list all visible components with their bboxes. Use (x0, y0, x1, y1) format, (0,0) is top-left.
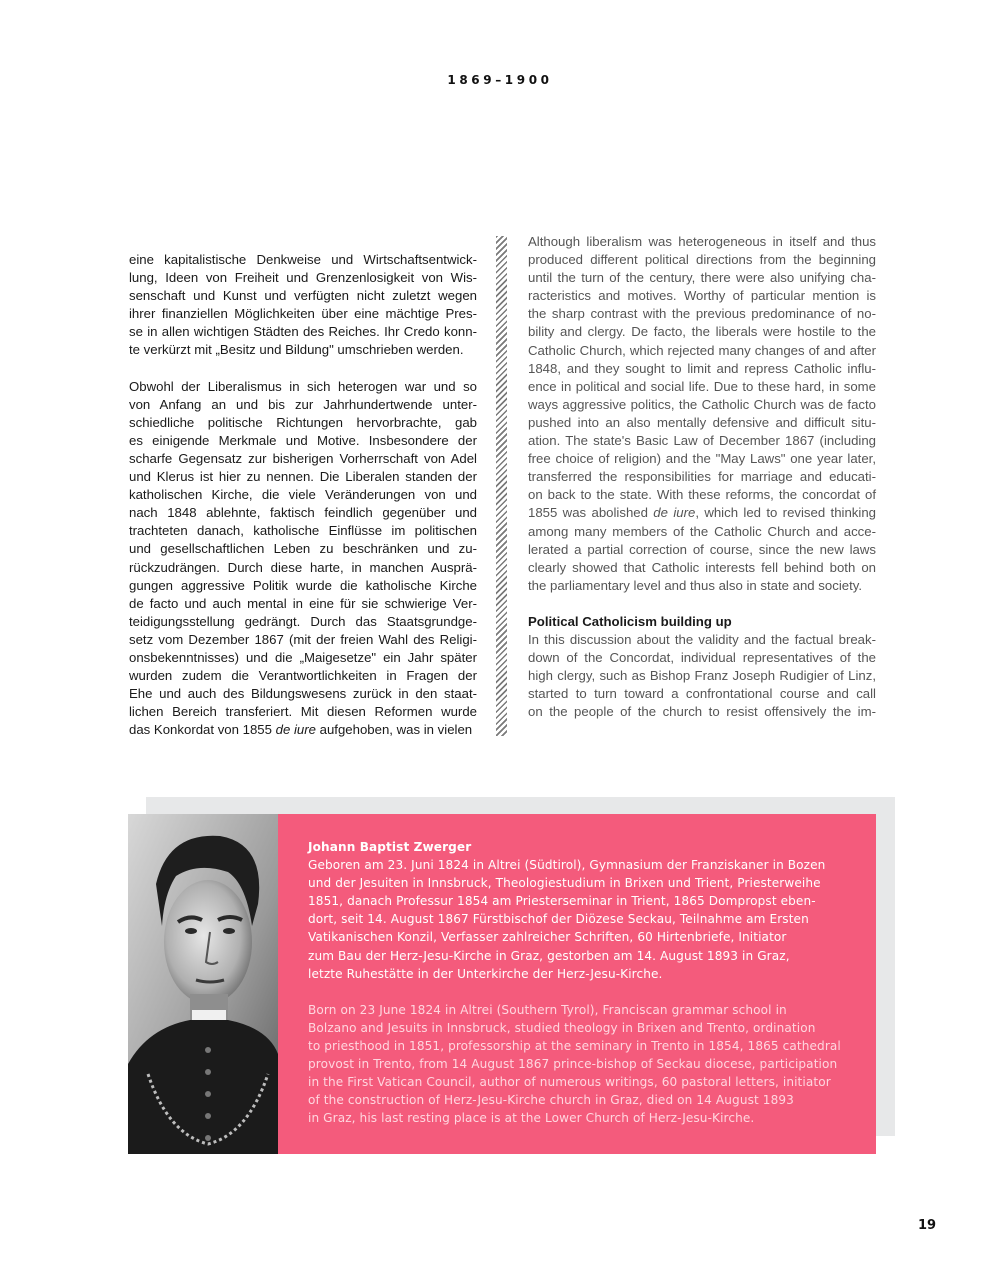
text-line: Born on 23 June 1824 in Altrei (Southern Tyrol), Franciscan grammar school in (308, 1002, 787, 1017)
english-paragraph-2 (528, 631, 876, 721)
english-paragraph-1-tail (528, 523, 876, 577)
text-line: wurden zudem die Verantwortlichkeiten in Fragen der (129, 668, 477, 684)
bio-german (308, 856, 868, 983)
text-line: es einigende Merkmale und Motive. Insbesondere der (129, 432, 477, 448)
text-line: scharfe Gegensatz zur bisherigen Vorherrschaft von Adel (129, 450, 477, 466)
text-line: 1848, and they sought to limit and repress Catholic influ- (528, 360, 876, 376)
german-last-line: das Konkordat von 1855 de iure aufgehoben, was in vielen (129, 722, 473, 738)
text-line: pushed into an also mentally defensive and difficult situ- (528, 414, 876, 430)
text-line: te verkürzt mit „Besitz und Bildung" umschrieben werden. (129, 342, 464, 358)
text-line: und gesellschaftlichen Leben zu beschränken und zu- (129, 541, 477, 557)
text-line: Obwohl der Liberalismus in sich heterogen war und so (129, 378, 477, 394)
hatched-divider (496, 236, 507, 736)
english-italic-line: 1855 was abolished de iure, which led to revised thinking (528, 505, 876, 521)
text-line: onsbekenntnisses) und die „Maigesetze" ein Jahr später (129, 649, 477, 665)
text-line: the sharp contrast with the previous predominance of no- (528, 306, 876, 322)
text-line: zum Bau der Herz-Jesu-Kirche in Graz, gestorben am 14. August 1893 in Graz, (308, 948, 790, 963)
text-line: ways aggressive politics, the Catholic Church was de facto (528, 396, 876, 412)
english-paragraph-1 (528, 233, 876, 504)
text-line: racteristics and motives. Worthy of particular mention is (528, 288, 876, 304)
text-line: lung, Ideen von Freiheit und Grenzenlosigkeit von Wis- (129, 270, 477, 286)
text-line: lichen Bereich transferiert. Mit diesen Reformen wurde (129, 704, 477, 720)
italic-de-iure: de iure (275, 722, 316, 738)
text-line: Geboren am 23. Juni 1824 in Altrei (Südtirol), Gymnasium der Franziskaner in Bozen (308, 858, 826, 873)
text-line: und der Jesuiten in Innsbruck, Theologiestudium in Brixen und Trient, Priesterweihe (308, 876, 821, 891)
text-line: bility and clergy. De facto, the liberals were hostile to the (528, 324, 876, 340)
text-line: se in allen wichtigen Städten des Reiches. Ihr Credo konn- (129, 324, 477, 340)
text-line: und Klerus ist hier zu nennen. Die Liberalen standen der (129, 469, 477, 485)
text-line: high clergy, such as Bishop Franz Joseph Rudigier of Linz, (528, 668, 876, 684)
text-line: gungen aggressive Politik wurde die katholische Kirche (129, 577, 477, 593)
text-line: senschaft und Kunst und verfügten nicht zuletzt wegen (129, 288, 477, 304)
subheading: Political Catholicism building up (528, 613, 732, 629)
text-line: letzte Ruhestätte in der Unterkirche der Herz-Jesu-Kirche. (308, 966, 663, 981)
portrait-photo (128, 814, 278, 1154)
text-line: schiedliche politische Richtungen hervorbrachte, gab (129, 414, 477, 430)
text-line: Bolzano and Jesuits in Innsbruck, studied theology in Brixen and Trento, ordination (308, 1020, 816, 1035)
text-line: trachteten danach, katholische Einflüsse im politischen (129, 523, 477, 539)
text-line: until the turn of the century, there were also unifying cha- (528, 270, 876, 286)
text-line: to priesthood in 1851, professorship at the seminary in Trento in 1854, 1865 cathedral (308, 1038, 841, 1053)
running-head: 1869–1900 (447, 73, 553, 87)
bio-name: Johann Baptist Zwerger (308, 840, 472, 854)
text-line: on back to the state. With these reforms, the concordat of (528, 487, 876, 503)
text-line: dort, seit 14. August 1867 Fürstbischof der Diözese Seckau, Teilnahme am Ersten (308, 912, 809, 927)
text-line: ation. The state's Basic Law of December 1867 (including (528, 433, 876, 449)
text-line: ihrer finanziellen Möglichkeiten über eine mächtige Pres- (129, 306, 477, 322)
text-line: teidigungsstellung gedrängt. Durch das Staatsgrundge- (129, 613, 477, 629)
text-line: provost in Trento, from 14 August 1867 prince-bishop of Seckau diocese, participation (308, 1057, 838, 1072)
portrait-illustration (128, 814, 278, 1154)
text-line: among many members of the Catholic Church and acce- (528, 523, 876, 539)
text-line: 1851, danach Professur 1854 am Priesterseminar in Trient, 1865 Dompropst eben- (308, 894, 816, 909)
text-line: in the First Vatican Council, author of numerous writings, 60 pastoral letters, initiator (308, 1075, 831, 1090)
text-line: ence in political and social life. Due to these hard, in some (528, 378, 876, 394)
text-line: of the construction of Herz-Jesu-Kirche church in Graz, died on 14 August 1893 (308, 1093, 794, 1108)
text-line: Although liberalism was heterogeneous in itself and thus (528, 234, 876, 249)
english-column (528, 233, 876, 721)
text-line: started to turn toward a confrontational course and call (528, 686, 876, 702)
text-line: down of the Concordat, individual representatives of the (528, 650, 876, 666)
text-line: Catholic Church, which rejected many changes of and after (528, 342, 876, 358)
bio-english (308, 1001, 868, 1128)
text-line: eine kapitalistische Denkweise und Wirtschaftsentwick- (129, 252, 477, 267)
german-column (129, 251, 477, 739)
german-paragraph-1 (129, 251, 477, 360)
text-line: lerated a partial correction of course, since the new laws (528, 541, 876, 557)
text-line: katholischen Kirche, die viele Veränderungen von und (129, 487, 477, 503)
page-number: 19 (918, 1218, 937, 1233)
text-line: de facto und auch mental in eine für sie schwierige Ver- (129, 595, 477, 611)
text-line: setz vom Dezember 1867 (mit der freien Wahl des Religi- (129, 631, 477, 647)
text-line: nach 1848 ablehnte, faktisch feindlich gegenüber und (129, 505, 477, 521)
german-paragraph-2 (129, 378, 477, 722)
text-line: rückzudrängen. Durch diese harte, in manchen Ausprä- (129, 559, 477, 575)
italic-de-iure: de iure (653, 505, 696, 521)
text-line: on the people of the church to resist offensively the im- (528, 704, 876, 720)
text-line: Ehe und auch des Bildungswesens zurück in den staat- (129, 686, 477, 702)
text-line: clearly showed that Catholic interests fell behind both on (528, 559, 876, 575)
text-line: In this discussion about the validity and the factual break- (528, 631, 876, 647)
text-line: produced different political directions from the beginning (528, 252, 876, 268)
text-line: free choice of religion) and the "May Laws" one year later, (528, 451, 876, 467)
text-line: von Anfang an und bis zur Jahrhundertwende unter- (129, 396, 477, 412)
english-paragraph-1-final: the parliamentary level and thus also in state and society. (528, 577, 863, 593)
text-line: transferred the responsibilities for marriage and educati- (528, 469, 876, 485)
text-line: Vatikanischen Konzil, Verfasser zahlreicher Schriften, 60 Hirtenbriefe, Initiator (308, 930, 787, 945)
bio-text (308, 838, 868, 1127)
text-line: in Graz, his last resting place is at the Lower Church of Herz-Jesu-Kirche. (308, 1111, 755, 1126)
